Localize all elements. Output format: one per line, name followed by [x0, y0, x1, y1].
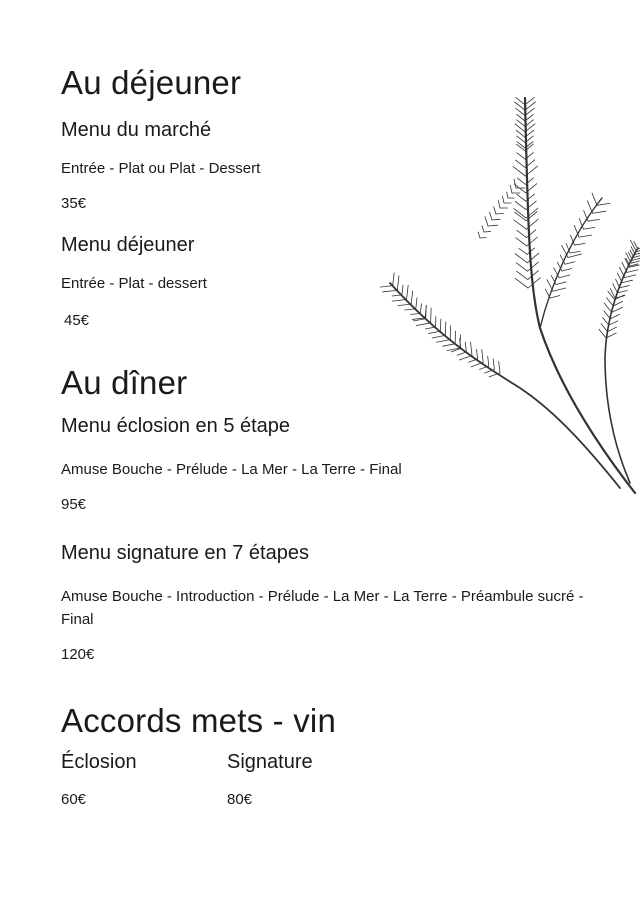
menu-eclosion-name: Menu éclosion en 5 étape [61, 415, 291, 437]
pairing-title: Accords mets - vin [61, 702, 336, 739]
menu-dejeuner-name: Menu déjeuner [61, 234, 195, 256]
menu-dejeuner-price: 45€ [64, 312, 90, 329]
menu-marche-price: 35€ [61, 195, 87, 212]
pairing-eclosion-price: 60€ [61, 791, 87, 808]
pairing-signature-price: 80€ [227, 791, 253, 808]
dill-sprig-icon [380, 88, 640, 508]
menu-eclosion-courses: Amuse Bouche - Prélude - La Mer - La Terre - Final [61, 461, 402, 478]
pairing-eclosion-name: Éclosion [61, 751, 137, 773]
menu-signature-courses: Amuse Bouche - Introduction - Prélude - La Mer - La Terre - Préambule sucré - Final [61, 588, 584, 628]
dinner-title: Au dîner [61, 364, 188, 401]
menu-eclosion-price: 95€ [61, 496, 87, 513]
menu-dejeuner-courses: Entrée - Plat - dessert [61, 275, 207, 292]
menu-marche-courses: Entrée - Plat ou Plat - Dessert [61, 160, 261, 177]
pairing-signature-name: Signature [227, 751, 313, 773]
menu-signature-price: 120€ [61, 646, 95, 663]
lunch-title: Au déjeuner [61, 64, 242, 101]
menu-marche-name: Menu du marché [61, 119, 212, 141]
menu-signature-name: Menu signature en 7 étapes [61, 542, 309, 564]
